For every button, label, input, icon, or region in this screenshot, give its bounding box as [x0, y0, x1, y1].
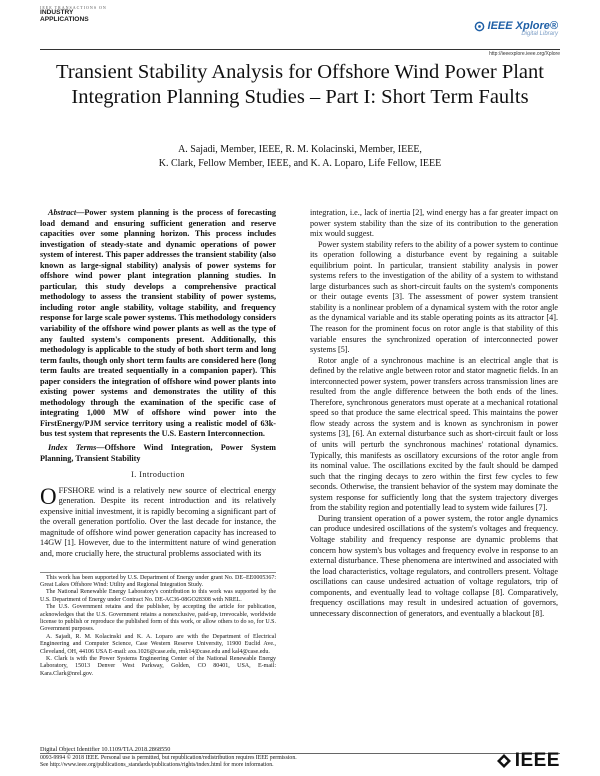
- right-column: [310, 208, 558, 619]
- body-paragraph: During transient operation of a power system, the rotor angle dynamics can produce undesired oscillations of the system's voltages and frequency. Voltage stability and frequency response are dynamic problems that concern how system's bus voltages and frequency evolve in response to an external disturbance. These phenomena are intertwined and associated with the load characteristics, voltage regulators, and controllers present. Voltage oscillations can cause undesired actuation of voltage regulators, trip of components, and eventually lead to voltage collapse [8]. Comparatively, frequency oscillations may result in undesired actuation of governors, unnecessary disconnection of generators, and eventually a blackout [8].: [310, 513, 558, 618]
- journal-name-line1: INDUSTRY: [40, 9, 74, 16]
- ieee-wordmark: IEEE: [514, 750, 560, 771]
- copyright-line-2[interactable]: See http://www.ieee.org/publications_standards/publications/rights/index.html for more information.: [40, 762, 274, 769]
- footnote: K. Clark is with the Power Systems Engineering Center of the National Renewable Energy Laboratory, 15013 Denver West Parkway, Golden, CO 80401, USA, E-mail: Kara.Clark@nrel.gov.: [40, 655, 276, 677]
- header-divider: [40, 49, 560, 50]
- xplore-url[interactable]: http://ieeexplore.ieee.org/Xplore: [489, 51, 560, 57]
- ieee-logo: [496, 750, 560, 772]
- abstract-label: Abstract: [48, 208, 77, 217]
- copyright-notice: [40, 755, 297, 770]
- footnote: A. Sajadi, R. M. Kolacinski and K. A. Loparo are with the Department of Electrical Engineering and Computer Science, Case Western Reserve University, 11900 Euclid Ave., Cleveland, OH, 44106 USA E-mail: axs.1026@case.edu, rmk14@case.edu and kal4@case.edu.: [40, 633, 276, 655]
- xplore-wordmark: IEEE Xplore®: [487, 20, 558, 32]
- index-terms-text: —Offshore Wind Integration, Power System Planning, Transient Stability: [40, 443, 277, 463]
- journal-logo: [40, 5, 180, 23]
- index-terms: [40, 443, 276, 464]
- ieee-diamond-icon: [496, 753, 512, 769]
- xplore-ring-icon: [474, 21, 485, 32]
- journal-small-text: IEEE TRANSACTIONS ON: [40, 5, 107, 10]
- section-heading-introduction: I. Introduction: [131, 470, 185, 480]
- drop-cap: O: [40, 483, 57, 509]
- intro-paragraph: [40, 483, 276, 560]
- xplore-subtitle: Digital Library: [521, 31, 558, 37]
- abstract-text: —Power system planning is the process of forecasting load demand and ensuring sufficient generation and reserve capacities over some planning horizon. This process includes investigation of steady-state and dynamic operations of power system of interest. This paper addresses the transient stability (also known as large-signal stability) analysis of power systems for offshore wind power plant integration planning studies. In particular, this study develops a comprehensive practical methodology to assess the transient stability of power systems, including rotor angle stability, voltage stability, and frequency response for large scale power systems. This methodology considers variability of the offshore wind power plants as well as the type of any faulted system's components present. Additionally, this methodology is applicable to the study of both short term and long term faults, though only short term faults are considered here (long term faults are treated sequentially in a companion paper). This paper considers the integration of offshore wind power plants into existing power systems and demonstrates the utility of this methodology through the examination of the specific case of integrating 1,000 MW of offshore wind power into the FirstEnergy/PJM service territory using a realistic model of 63k-bus test system that represents the U.S. Eastern Interconnection.: [40, 208, 276, 439]
- footnote: This work has been supported by U.S. Department of Energy under grant No. DE–EE0005367: Great Lakes Offshore Wind: Utility and Regional Integration Study.: [40, 574, 276, 588]
- ieee-xplore-logo[interactable]: [474, 20, 558, 37]
- author-list: [40, 143, 560, 170]
- body-paragraph: Power system stability refers to the ability of a power system to continue its operation following a disturbance event by regaining a suitable equilibrium point. In particular, transient stability analysis in power systems refers to the investigation of the ability of a system to withstand large disturbances such as short-circuit faults on the system's components or their outage events [3]. The assessment of power system transient stability is a nonlinear problem of a dynamical system with the rotor angle as the dynamical variable and its stable operating points as its attractor [4]. The reason for the prominent focus on rotor angle is that stability of this variable ensures the synchronized operation of interconnected power systems [5].: [310, 239, 558, 355]
- doi: Digital Object Identifier 10.1109/TIA.2018.2868550: [40, 746, 171, 753]
- intro-text: FFSHORE wind is a relatively new source of electrical energy generation. Despite its recent introduction and its relatively expensive initial investment, it is rapidly becoming a significant part of the overall generation portfolio. Over the last decade for instance, the magnitude of offshore wind power generation capacity has increased to 14GW [1]. However, due to the intermittent nature of wind generation and, more crucially here, the structural problems associated with its: [40, 485, 276, 558]
- body-paragraph: integration, i.e., lack of inertia [2], wind energy has a far greater impact on power system stability than the size of its contribution to the generation mix would suggest.: [310, 208, 558, 239]
- footnotes: [40, 572, 276, 679]
- footnote: The U.S. Government retains and the publisher, by accepting the article for publication, acknowledges that the U.S. Government retains a nonexclusive, paid-up, irrevocable, worldwide license to publish or reproduce the published form of this work, or allow others to do so, for U.S. Government purposes.: [40, 604, 276, 633]
- paper-title: Transient Stability Analysis for Offshore Wind Power Plant Integration Planning Studies – Part I: Short Term Faults: [56, 61, 544, 108]
- author-line-2: K. Clark, Fellow Member, IEEE, and K. A. Loparo, Life Fellow, IEEE: [158, 157, 442, 169]
- footer-divider: [40, 753, 560, 754]
- abstract: [40, 208, 276, 440]
- author-line-1: A. Sajadi, Member, IEEE, R. M. Kolacinski, Member, IEEE,: [178, 144, 422, 155]
- index-terms-label: Index Terms: [48, 443, 97, 453]
- left-column: [40, 208, 276, 678]
- copyright-line-1: 0093-9994 © 2018 IEEE. Personal use is permitted, but republication/redistribution requires IEEE permission.: [40, 755, 297, 761]
- footnote: The National Renewable Energy Laboratory's contribution to this work was supported by the U.S. Department of Energy under Contract No. DE-AC36-08GO28308 with NREL.: [40, 589, 276, 603]
- body-paragraph: Rotor angle of a synchronous machine is an electrical angle that is defined by the relative angle between rotor and stator magnetic fields. In an interconnected power system, power transfers across transmission lines are resulted from the angle difference between the both ends of the lines. Therefore, synchronous generators must operate at a mechanical rotational speed so that produce the same electrical speed. This maintains the power flow steady across the system and is known as synchronism in power systems [3], [6]. An external disturbance such as short-circuit fault or loss of units will perturb the synchronous machines' rotational dynamics. Typically, this manifests as oscillatory excursions of the rotor angle from its nominal value. The oscillations excited by the fault should be damped such that the ringing decays to zero within the first few cycles to few seconds. Otherwise, the transient behavior of the system may dominate the system response for sufficiently long that the system trajectory diverges from the stability region and potentially lead to system wide failures [7].: [310, 355, 558, 513]
- journal-name-line2: APPLICATIONS: [40, 15, 89, 23]
